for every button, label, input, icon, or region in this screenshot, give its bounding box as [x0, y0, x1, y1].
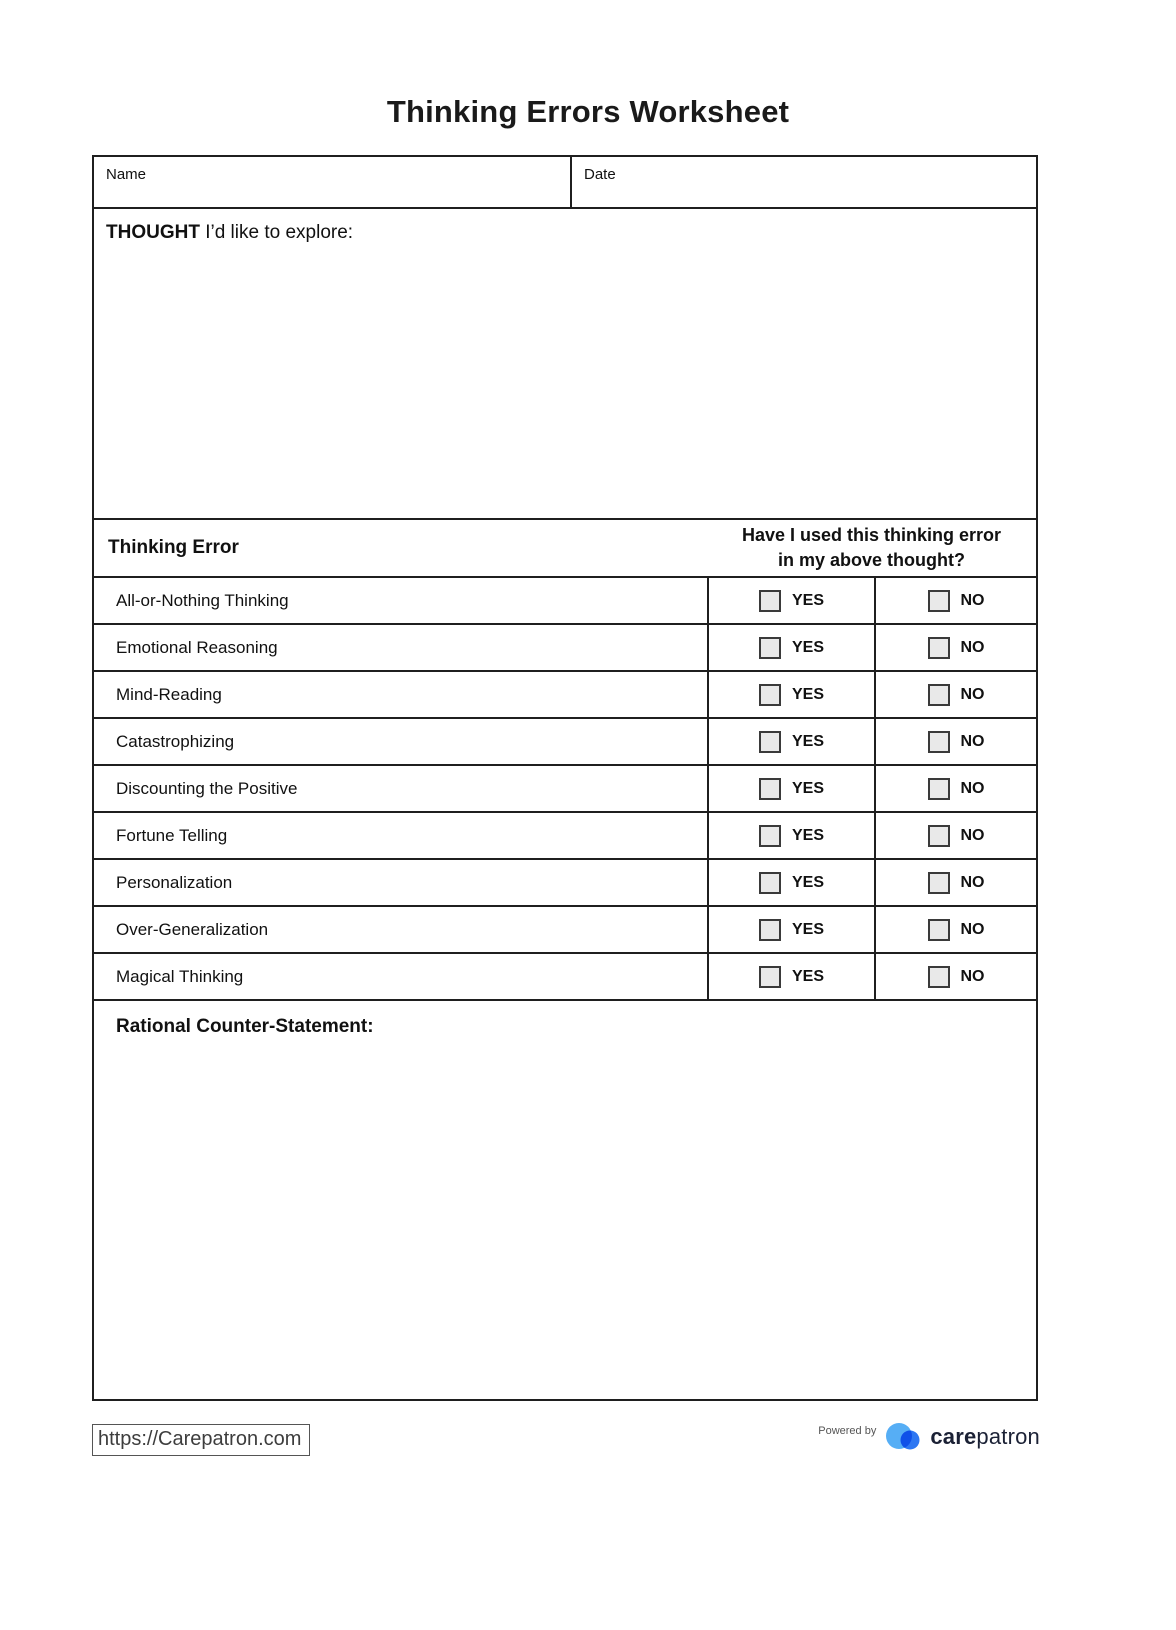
- date-label: Date: [584, 166, 616, 183]
- table-row: [94, 860, 1036, 907]
- site-link[interactable]: https://Carepatron.com: [92, 1424, 310, 1456]
- table-row: [94, 954, 1036, 1001]
- brand-name-bold: care: [930, 1424, 977, 1449]
- carepatron-logo-icon: [885, 1421, 921, 1453]
- no-label: NO: [960, 591, 985, 609]
- yes-option[interactable]: [707, 907, 874, 952]
- yes-checkbox[interactable]: [759, 684, 781, 706]
- yes-label: YES: [791, 873, 824, 891]
- yes-checkbox[interactable]: [759, 872, 781, 894]
- thinking-error-label: Emotional Reasoning: [116, 637, 278, 657]
- yes-checkbox[interactable]: [759, 590, 781, 612]
- no-option[interactable]: [874, 766, 1036, 811]
- table-row: [94, 672, 1036, 719]
- no-label: NO: [960, 685, 985, 703]
- no-label: NO: [960, 873, 985, 891]
- powered-by-label: Powered by: [818, 1425, 877, 1437]
- no-option[interactable]: [874, 860, 1036, 905]
- no-checkbox[interactable]: [928, 919, 950, 941]
- no-checkbox[interactable]: [928, 966, 950, 988]
- table-row: [94, 907, 1036, 954]
- no-checkbox[interactable]: [928, 778, 950, 800]
- yes-label: YES: [791, 967, 824, 985]
- table-row: [94, 578, 1036, 625]
- table-row: [94, 719, 1036, 766]
- thinking-error-label: Catastrophizing: [116, 731, 235, 751]
- table-row: [94, 813, 1036, 860]
- error-rows-container: [94, 578, 1036, 1001]
- name-label: Name: [106, 166, 147, 183]
- no-checkbox[interactable]: [928, 825, 950, 847]
- yes-label: YES: [791, 732, 824, 750]
- brand-name-light: patron: [976, 1424, 1040, 1449]
- used-error-header-line2: in my above thought?: [778, 550, 965, 570]
- thinking-error-label: Personalization: [116, 872, 233, 892]
- no-label: NO: [960, 826, 985, 844]
- no-checkbox[interactable]: [928, 590, 950, 612]
- yes-option[interactable]: [707, 672, 874, 717]
- yes-checkbox[interactable]: [759, 966, 781, 988]
- yes-option[interactable]: [707, 860, 874, 905]
- yes-option[interactable]: [707, 954, 874, 999]
- thinking-error-label: Magical Thinking: [116, 966, 244, 986]
- yes-option[interactable]: [707, 578, 874, 623]
- no-label: NO: [960, 638, 985, 656]
- yes-label: YES: [791, 779, 824, 797]
- no-checkbox[interactable]: [928, 637, 950, 659]
- yes-checkbox[interactable]: [759, 637, 781, 659]
- thought-field[interactable]: [94, 209, 1036, 520]
- yes-checkbox[interactable]: [759, 919, 781, 941]
- thinking-error-label: Over-Generalization: [116, 919, 269, 939]
- table-header-row: [94, 520, 1036, 578]
- used-error-header: [707, 523, 1036, 573]
- yes-checkbox[interactable]: [759, 778, 781, 800]
- yes-label: YES: [791, 638, 824, 656]
- no-option[interactable]: [874, 672, 1036, 717]
- thinking-error-header: Thinking Error: [108, 537, 239, 558]
- no-label: NO: [960, 779, 985, 797]
- thinking-error-label: Mind-Reading: [116, 684, 222, 704]
- yes-label: YES: [791, 826, 824, 844]
- yes-checkbox[interactable]: [759, 825, 781, 847]
- yes-label: YES: [791, 920, 824, 938]
- thinking-error-label: Fortune Telling: [116, 825, 228, 845]
- no-option[interactable]: [874, 625, 1036, 670]
- rational-counter-statement-field[interactable]: [94, 1001, 1036, 1053]
- no-label: NO: [960, 967, 985, 985]
- no-checkbox[interactable]: [928, 684, 950, 706]
- table-row: [94, 625, 1036, 672]
- yes-option[interactable]: [707, 625, 874, 670]
- page-title: Thinking Errors Worksheet: [386, 94, 790, 129]
- no-option[interactable]: [874, 719, 1036, 764]
- no-label: NO: [960, 732, 985, 750]
- thought-label-bold: THOUGHT: [106, 222, 200, 243]
- brand-footer: [818, 1418, 1040, 1456]
- name-date-row: [94, 157, 1036, 209]
- worksheet-form: [92, 155, 1038, 1401]
- yes-label: YES: [791, 591, 824, 609]
- used-error-header-line1: Have I used this thinking error: [741, 524, 1002, 545]
- no-option[interactable]: [874, 813, 1036, 858]
- no-label: NO: [960, 920, 985, 938]
- no-option[interactable]: [874, 907, 1036, 952]
- thought-label-rest: I’d like to explore:: [199, 222, 354, 243]
- name-field[interactable]: [94, 157, 570, 207]
- table-row: [94, 766, 1036, 813]
- yes-label: YES: [791, 685, 824, 703]
- date-field[interactable]: [570, 157, 1036, 207]
- thinking-error-label: All-or-Nothing Thinking: [116, 590, 289, 610]
- yes-option[interactable]: [707, 719, 874, 764]
- brand-name: [930, 1424, 1040, 1450]
- yes-option[interactable]: [707, 766, 874, 811]
- rational-label: Rational Counter-Statement:: [116, 1016, 374, 1037]
- no-option[interactable]: [874, 578, 1036, 623]
- thinking-error-label: Discounting the Positive: [116, 778, 298, 798]
- yes-option[interactable]: [707, 813, 874, 858]
- no-checkbox[interactable]: [928, 872, 950, 894]
- no-option[interactable]: [874, 954, 1036, 999]
- yes-checkbox[interactable]: [759, 731, 781, 753]
- no-checkbox[interactable]: [928, 731, 950, 753]
